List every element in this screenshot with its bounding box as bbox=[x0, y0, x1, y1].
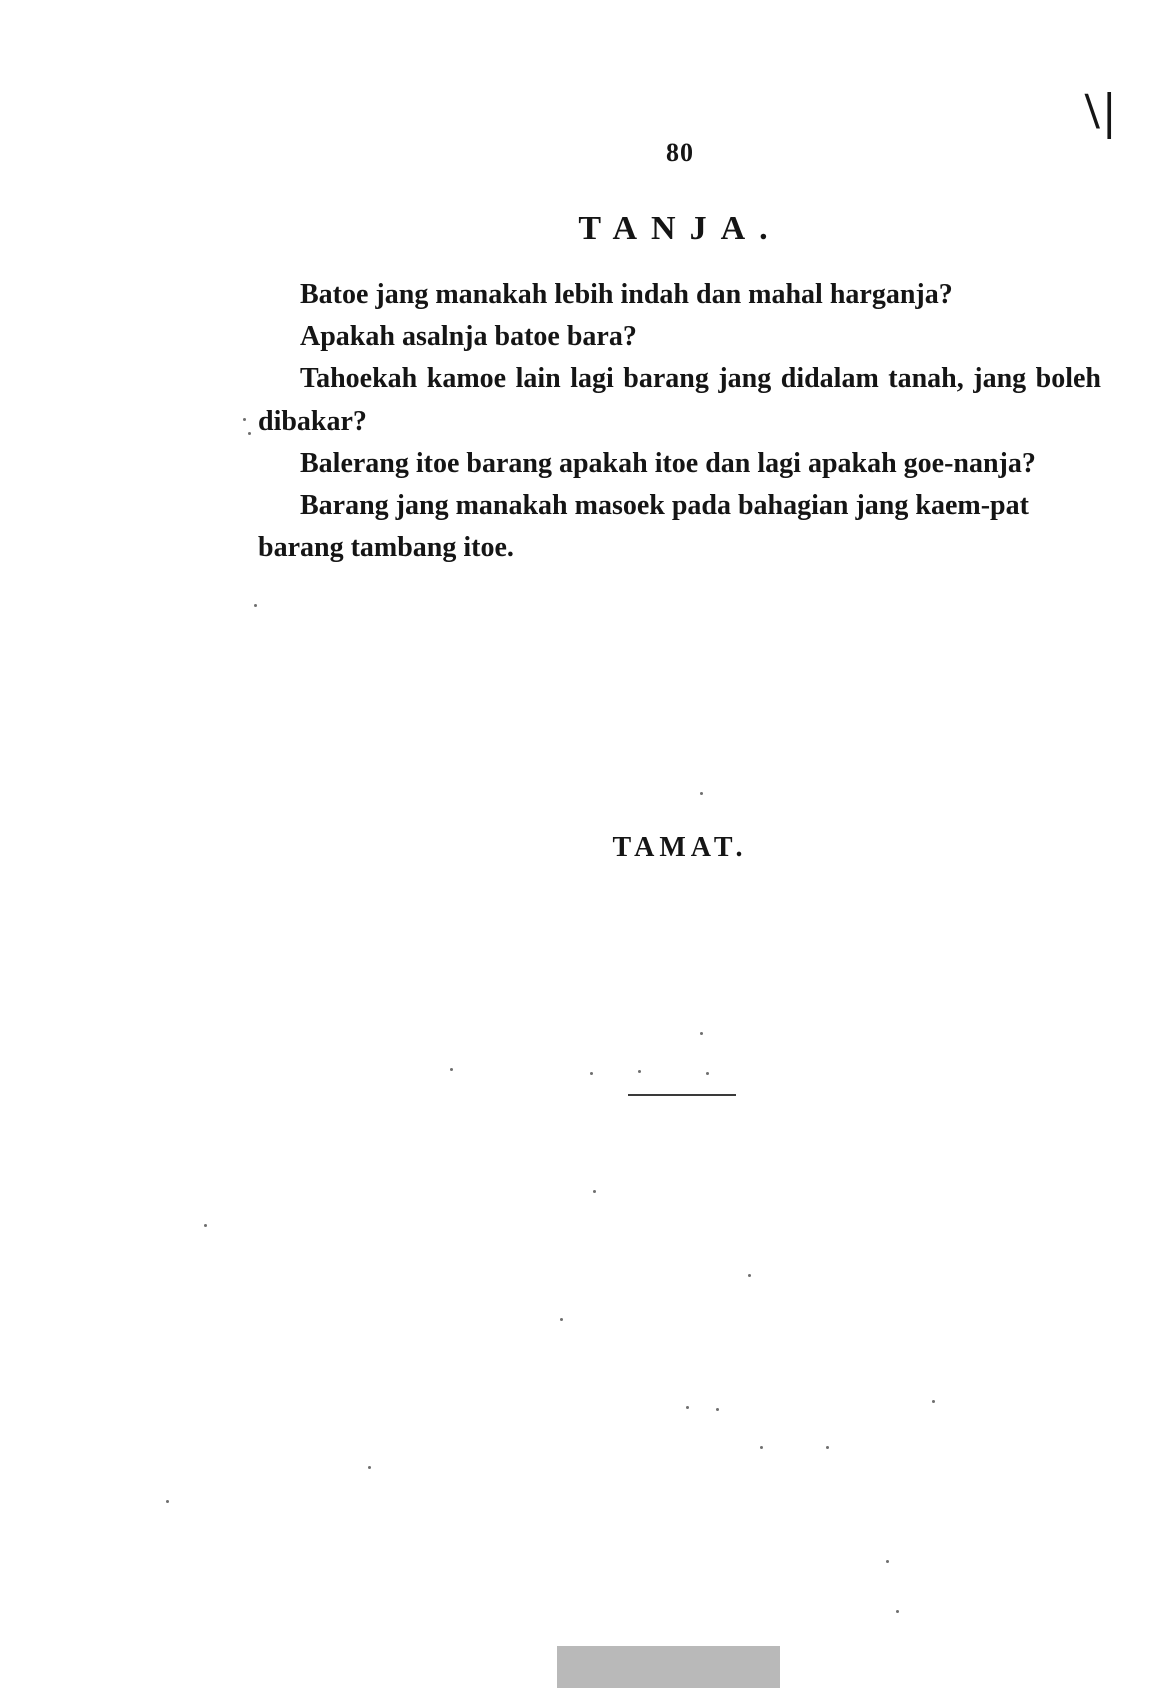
question-paragraph: Balerang itoe barang apakah itoe dan lagi apakah goe-nanja? bbox=[300, 447, 1036, 479]
scan-speck bbox=[716, 1408, 719, 1411]
scan-speck bbox=[932, 1400, 935, 1403]
scan-speck bbox=[254, 604, 257, 607]
scan-speck bbox=[166, 1500, 169, 1503]
section-heading: TANJA. bbox=[578, 210, 782, 247]
scan-edge-tab bbox=[557, 1646, 780, 1688]
scan-speck bbox=[243, 418, 246, 421]
question-paragraph: Tahoekah kamoe lain lagi barang jang didalam tanah, jang boleh dibakar? bbox=[258, 363, 1101, 437]
scan-speck bbox=[560, 1318, 563, 1321]
scan-speck bbox=[450, 1068, 453, 1071]
closing-rule bbox=[628, 1094, 736, 1096]
question-paragraph: Barang jang manakah masoek pada bahagian jang kaem-pat barang tambang itoe. bbox=[258, 490, 1029, 564]
text-block bbox=[258, 274, 1101, 569]
scan-speck bbox=[886, 1560, 889, 1563]
scan-speck bbox=[368, 1466, 371, 1469]
scan-speck bbox=[686, 1406, 689, 1409]
scan-speck bbox=[826, 1446, 829, 1449]
scan-speck bbox=[700, 1032, 703, 1035]
corner-mark: \| bbox=[1085, 83, 1119, 140]
scan-speck bbox=[748, 1274, 751, 1277]
question-paragraph: Batoe jang manakah lebih indah dan mahal harganja? bbox=[300, 279, 953, 310]
scan-speck bbox=[760, 1446, 763, 1449]
page-number: 80 bbox=[666, 138, 694, 167]
scan-speck bbox=[590, 1072, 593, 1075]
question-paragraph: Apakah asalnja batoe bara? bbox=[300, 321, 637, 353]
scan-speck bbox=[896, 1610, 899, 1613]
scan-speck bbox=[593, 1190, 596, 1193]
end-label: TAMAT. bbox=[612, 832, 748, 863]
scan-speck bbox=[700, 792, 703, 795]
scan-speck bbox=[706, 1072, 709, 1075]
scan-speck bbox=[638, 1070, 641, 1073]
scan-speck bbox=[248, 432, 251, 435]
scan-speck bbox=[204, 1224, 207, 1227]
